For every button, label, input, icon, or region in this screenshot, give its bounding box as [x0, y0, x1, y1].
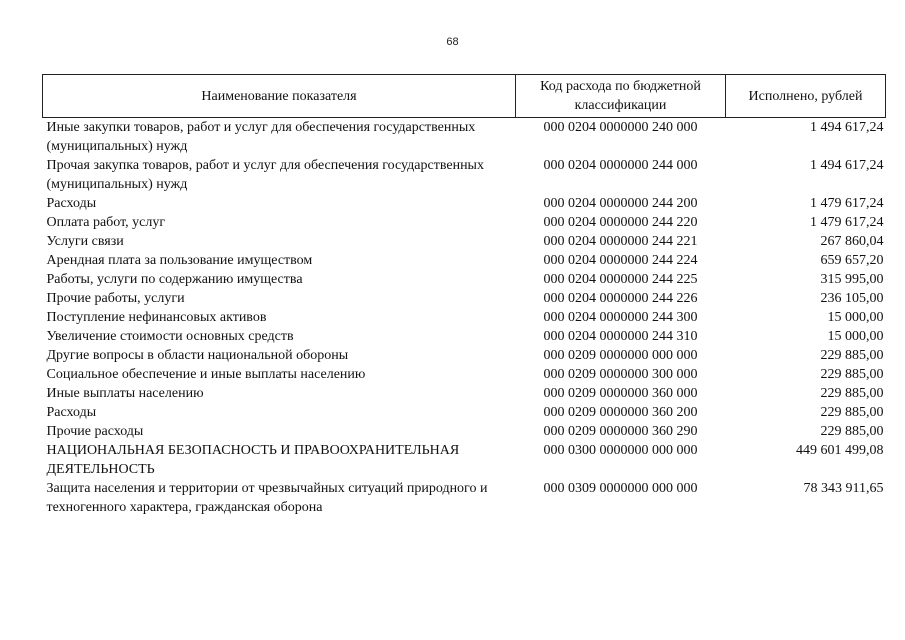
header-row: [43, 75, 886, 118]
row-indicator-name: Оплата работ, услуг: [46, 215, 166, 230]
row-amount: 229 885,00: [820, 424, 884, 439]
header-indicator-name: Наименование показателя: [43, 75, 516, 118]
table-row: [43, 308, 886, 327]
table-row: [43, 422, 886, 441]
table-row: [43, 194, 886, 213]
row-budget-code: 000 0209 0000000 360 200: [543, 405, 698, 420]
row-budget-code: 000 0204 0000000 244 310: [543, 329, 698, 344]
page-number: 68: [446, 36, 459, 48]
row-budget-code: 000 0204 0000000 244 224: [543, 253, 698, 268]
row-amount: 315 995,00: [820, 272, 884, 287]
table-body: [43, 118, 886, 518]
row-indicator-name: Поступление нефинансовых активов: [46, 310, 267, 325]
row-amount: 229 885,00: [820, 348, 884, 363]
row-budget-code: 000 0209 0000000 000 000: [543, 348, 698, 363]
row-indicator-name: Прочие работы, услуги: [46, 291, 185, 306]
row-budget-code: 000 0209 0000000 360 000: [543, 386, 698, 401]
row-budget-code: 000 0204 0000000 244 200: [543, 196, 698, 211]
row-indicator-name: Другие вопросы в области национальной обороны: [46, 348, 349, 363]
row-indicator-name: Расходы: [46, 196, 97, 211]
row-budget-code: 000 0204 0000000 244 225: [543, 272, 698, 287]
table-row: [43, 213, 886, 232]
table-row: [43, 232, 886, 251]
table-row: [43, 403, 886, 422]
table-row: [43, 270, 886, 289]
row-budget-code: 000 0204 0000000 244 226: [543, 291, 698, 306]
table-row: [43, 365, 886, 384]
row-budget-code: 000 0204 0000000 244 000: [543, 158, 698, 173]
row-indicator-name: Социальное обеспечение и иные выплаты населению: [46, 367, 366, 382]
row-amount: 1 494 617,24: [810, 120, 884, 135]
header-amount-executed: Исполнено, рублей: [726, 75, 886, 118]
row-amount: 229 885,00: [820, 367, 884, 382]
row-indicator-name: Услуги связи: [46, 234, 124, 249]
header-budget-code: Код расхода по бюджетной классификации: [516, 75, 726, 118]
row-indicator-name: Увеличение стоимости основных средств: [46, 329, 294, 344]
row-amount: 1 479 617,24: [810, 196, 884, 211]
row-indicator-name: Арендная плата за пользование имуществом: [46, 253, 313, 268]
row-budget-code: 000 0309 0000000 000 000: [543, 481, 698, 496]
row-budget-code: 000 0204 0000000 244 300: [543, 310, 698, 325]
table-row: [43, 118, 886, 157]
row-indicator-name: Прочая закупка товаров, работ и услуг для обеспечения государственных (муниципальных) нужд: [46, 158, 484, 192]
row-amount: 236 105,00: [820, 291, 884, 306]
row-amount: 267 860,04: [820, 234, 884, 249]
row-amount: 1 479 617,24: [810, 215, 884, 230]
row-amount: 659 657,20: [820, 253, 884, 268]
table-row: [43, 251, 886, 270]
table-row: [43, 156, 886, 194]
table-row: [43, 441, 886, 479]
row-amount: 15 000,00: [827, 329, 884, 344]
row-indicator-name: НАЦИОНАЛЬНАЯ БЕЗОПАСНОСТЬ И ПРАВООХРАНИТЕЛЬНАЯ ДЕЯТЕЛЬНОСТЬ: [46, 443, 460, 477]
row-budget-code: 000 0209 0000000 360 290: [543, 424, 698, 439]
table-row: [43, 327, 886, 346]
expenditure-table: [42, 74, 886, 517]
table-row: [43, 384, 886, 403]
row-indicator-name: Защита населения и территории от чрезвычайных ситуаций природного и техногенного характера, гражданская оборона: [46, 481, 488, 515]
row-amount: 229 885,00: [820, 405, 884, 420]
row-indicator-name: Расходы: [46, 405, 97, 420]
row-budget-code: 000 0204 0000000 244 221: [543, 234, 698, 249]
table-row: [43, 289, 886, 308]
row-budget-code: 000 0300 0000000 000 000: [543, 443, 698, 458]
row-budget-code: 000 0204 0000000 244 220: [543, 215, 698, 230]
row-budget-code: 000 0209 0000000 300 000: [543, 367, 698, 382]
table-row: [43, 346, 886, 365]
row-indicator-name: Работы, услуги по содержанию имущества: [46, 272, 303, 287]
row-amount: 78 343 911,65: [803, 481, 884, 496]
row-indicator-name: Иные выплаты населению: [46, 386, 204, 401]
row-indicator-name: Иные закупки товаров, работ и услуг для обеспечения государственных (муниципальных) нужд: [46, 120, 476, 154]
row-amount: 449 601 499,08: [796, 443, 884, 458]
row-amount: 1 494 617,24: [810, 158, 884, 173]
table-row: [43, 479, 886, 517]
table-header: [43, 75, 886, 118]
row-budget-code: 000 0204 0000000 240 000: [543, 120, 698, 135]
row-amount: 229 885,00: [820, 386, 884, 401]
row-indicator-name: Прочие расходы: [46, 424, 144, 439]
expenditure-table-container: [42, 74, 885, 517]
row-amount: 15 000,00: [827, 310, 884, 325]
